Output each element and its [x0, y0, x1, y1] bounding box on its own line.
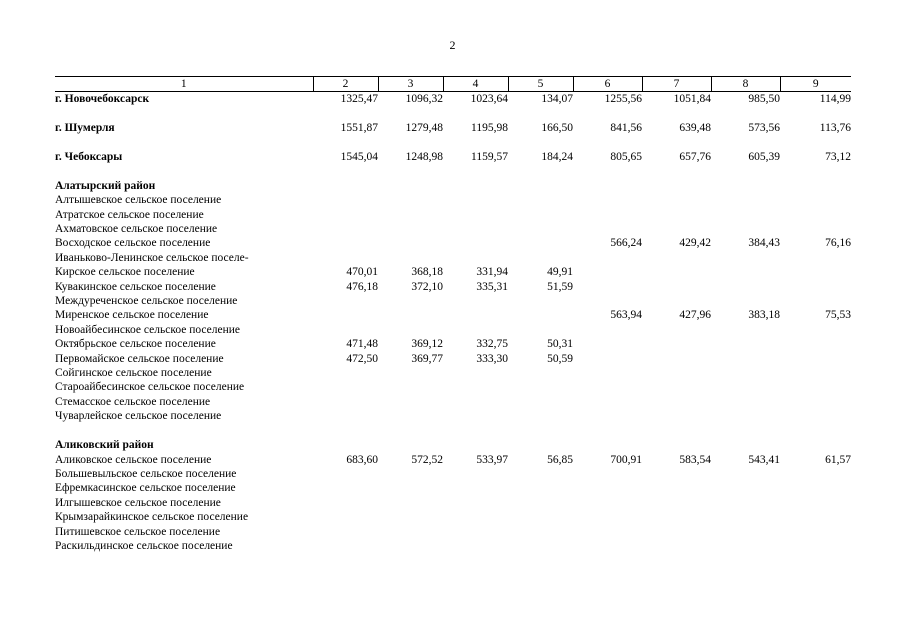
value-cell	[443, 525, 508, 539]
settlement-row	[55, 453, 851, 467]
settlement-row	[55, 294, 851, 308]
value-cell: 1279,48	[405, 122, 443, 135]
value-cell	[443, 323, 508, 337]
value-cell	[642, 366, 711, 380]
settlement-name: Чуварлейское сельское поселение	[55, 410, 222, 423]
value-cell	[378, 539, 443, 553]
value-cell	[573, 294, 642, 308]
settlement-name: Илгышевское сельское поселение	[55, 496, 221, 509]
value-cell: 1051,84	[673, 93, 711, 106]
value-cell	[780, 265, 851, 279]
value-cell	[711, 265, 780, 279]
value-cell	[313, 193, 378, 207]
value-cell	[508, 251, 573, 265]
settlement-row	[55, 510, 851, 524]
value-cell	[378, 467, 443, 481]
value-cell: 1545,04	[340, 151, 378, 163]
value-cell	[711, 208, 780, 222]
value-cell: 533,97	[476, 453, 508, 466]
value-cell	[573, 395, 642, 409]
value-cell: 113,76	[819, 122, 851, 135]
value-cell	[573, 251, 642, 265]
value-cell: 49,91	[547, 266, 573, 279]
value-cell	[378, 496, 443, 510]
value-cell	[642, 525, 711, 539]
value-cell: 73,12	[825, 151, 851, 163]
value-cell	[573, 337, 642, 351]
value-cell	[573, 265, 642, 279]
value-cell	[378, 481, 443, 495]
value-cell	[508, 193, 573, 207]
value-cell: 56,85	[547, 453, 573, 466]
value-cell	[313, 539, 378, 553]
value-cell: 1023,64	[470, 93, 508, 106]
value-cell: 985,50	[748, 93, 780, 106]
value-cell	[711, 496, 780, 510]
column-header: 8	[711, 77, 780, 92]
value-cell: 335,31	[476, 280, 508, 293]
value-cell	[378, 251, 443, 265]
value-cell	[443, 395, 508, 409]
value-cell	[780, 280, 851, 294]
table-body	[55, 92, 851, 553]
value-cell	[642, 208, 711, 222]
value-cell	[642, 222, 711, 236]
value-cell	[642, 352, 711, 366]
value-cell: 1255,56	[604, 93, 642, 106]
column-header: 3	[378, 77, 443, 92]
value-cell	[780, 222, 851, 236]
value-cell: 429,42	[679, 237, 711, 250]
value-cell	[573, 208, 642, 222]
value-cell	[378, 208, 443, 222]
value-cell	[443, 222, 508, 236]
city-name: г. Шумерля	[55, 122, 115, 135]
settlement-name: Сойгинское сельское поселение	[55, 367, 212, 380]
value-cell	[573, 481, 642, 495]
value-cell: 583,54	[679, 453, 711, 466]
settlement-name: Миренское сельское поселение	[55, 309, 209, 322]
column-header: 2	[313, 77, 378, 92]
value-cell	[780, 366, 851, 380]
value-cell	[313, 308, 378, 322]
settlement-row	[55, 280, 851, 294]
value-cell	[313, 409, 378, 423]
settlement-row	[55, 222, 851, 236]
value-cell	[508, 366, 573, 380]
settlement-name: Кувакинское сельское поселение	[55, 280, 216, 293]
value-cell	[378, 395, 443, 409]
value-cell	[711, 323, 780, 337]
value-cell	[443, 380, 508, 394]
settlement-row	[55, 525, 851, 539]
value-cell: 51,59	[547, 280, 573, 293]
value-cell	[642, 467, 711, 481]
value-cell	[443, 308, 508, 322]
value-cell	[711, 539, 780, 553]
value-cell: 471,48	[346, 338, 378, 351]
value-cell	[313, 208, 378, 222]
value-cell: 700,91	[610, 453, 642, 466]
settlement-row	[55, 409, 851, 423]
value-cell	[711, 525, 780, 539]
column-header: 9	[780, 77, 851, 92]
value-cell: 184,24	[541, 151, 573, 163]
column-header: 4	[443, 77, 508, 92]
settlement-row	[55, 366, 851, 380]
settlement-name: Октябрьское сельское поселение	[55, 338, 216, 351]
value-cell	[780, 539, 851, 553]
value-cell	[443, 208, 508, 222]
value-cell	[642, 337, 711, 351]
value-cell	[508, 481, 573, 495]
value-cell: 472,50	[346, 352, 378, 365]
settlement-name: Первомайское сельское поселение	[55, 352, 224, 365]
value-cell	[642, 496, 711, 510]
value-cell	[378, 236, 443, 250]
value-cell	[313, 222, 378, 236]
value-cell	[508, 294, 573, 308]
settlement-name: Раскильдинское сельское поселение	[55, 539, 233, 552]
value-cell: 333,30	[476, 352, 508, 365]
value-cell	[508, 222, 573, 236]
value-cell	[443, 496, 508, 510]
value-cell	[780, 337, 851, 351]
value-cell	[573, 467, 642, 481]
value-cell: 1248,98	[405, 151, 443, 163]
spacer-row	[55, 107, 851, 121]
value-cell	[711, 222, 780, 236]
value-cell	[711, 193, 780, 207]
value-cell	[443, 251, 508, 265]
value-cell: 470,01	[346, 266, 378, 279]
value-cell	[780, 294, 851, 308]
value-cell: 427,96	[679, 309, 711, 322]
spacer-cell	[55, 136, 851, 150]
value-cell	[711, 510, 780, 524]
value-cell: 114,99	[819, 93, 851, 106]
district-row	[55, 179, 851, 193]
value-cell: 332,75	[476, 338, 508, 351]
value-cell	[443, 510, 508, 524]
value-cell	[780, 251, 851, 265]
value-cell	[711, 366, 780, 380]
value-cell	[378, 193, 443, 207]
value-cell	[508, 409, 573, 423]
value-cell	[711, 294, 780, 308]
value-cell	[443, 366, 508, 380]
value-cell	[378, 323, 443, 337]
value-cell	[780, 395, 851, 409]
value-cell	[313, 366, 378, 380]
city-name: г. Чебоксары	[55, 151, 123, 163]
value-cell	[313, 294, 378, 308]
value-cell: 369,12	[411, 338, 443, 351]
column-header: 6	[573, 77, 642, 92]
value-cell	[642, 280, 711, 294]
value-cell	[313, 510, 378, 524]
value-cell	[378, 222, 443, 236]
page-number: 2	[449, 38, 456, 52]
city-row	[55, 92, 851, 107]
value-cell	[573, 380, 642, 394]
column-header: 1	[55, 77, 313, 92]
value-cell	[642, 510, 711, 524]
value-cell: 61,57	[825, 453, 851, 466]
value-cell	[573, 193, 642, 207]
value-cell	[780, 496, 851, 510]
value-cell	[508, 510, 573, 524]
value-cell: 563,94	[610, 309, 642, 322]
value-cell	[642, 409, 711, 423]
value-cell: 369,77	[411, 352, 443, 365]
settlement-row	[55, 323, 851, 337]
settlement-row	[55, 236, 851, 250]
value-cell: 1195,98	[471, 122, 508, 135]
value-cell	[443, 193, 508, 207]
header-row	[55, 77, 851, 92]
value-cell	[573, 323, 642, 337]
settlement-row	[55, 308, 851, 322]
settlement-name: Кирское сельское поселение	[55, 266, 195, 279]
value-cell	[443, 481, 508, 495]
spacer-row	[55, 424, 851, 438]
value-cell: 543,41	[748, 453, 780, 466]
district-name: Аликовский район	[55, 439, 154, 452]
city-row	[55, 121, 851, 135]
value-cell	[573, 496, 642, 510]
value-cell	[378, 525, 443, 539]
value-cell: 75,53	[825, 309, 851, 322]
value-cell: 605,39	[748, 151, 780, 163]
value-cell: 1096,32	[405, 93, 443, 106]
value-cell	[642, 380, 711, 394]
value-cell: 805,65	[610, 151, 642, 163]
settlement-name: Стемасское сельское поселение	[55, 395, 211, 408]
value-cell	[508, 395, 573, 409]
value-cell	[378, 308, 443, 322]
value-cell	[508, 236, 573, 250]
value-cell	[711, 380, 780, 394]
settlement-row	[55, 539, 851, 553]
settlement-row	[55, 251, 851, 265]
value-cell	[443, 539, 508, 553]
data-table	[55, 76, 851, 553]
column-header: 5	[508, 77, 573, 92]
spacer-row	[55, 136, 851, 150]
district-name: Алатырский район	[55, 179, 156, 192]
value-cell	[642, 481, 711, 495]
value-cell: 384,43	[748, 237, 780, 250]
value-cell	[508, 323, 573, 337]
spacer-cell	[55, 424, 851, 438]
settlement-row	[55, 352, 851, 366]
settlement-row	[55, 337, 851, 351]
value-cell: 383,18	[748, 309, 780, 322]
value-cell	[780, 208, 851, 222]
value-cell	[573, 539, 642, 553]
value-cell	[642, 193, 711, 207]
spacer-row	[55, 164, 851, 178]
settlement-name: Новоайбесинское сельское поселение	[55, 323, 240, 336]
value-cell: 134,07	[541, 93, 573, 106]
value-cell	[313, 496, 378, 510]
value-cell	[642, 539, 711, 553]
settlement-name: Алтышевское сельское поселение	[55, 194, 222, 207]
value-cell	[508, 496, 573, 510]
value-cell	[780, 193, 851, 207]
value-cell	[508, 208, 573, 222]
value-cell: 50,59	[547, 352, 573, 365]
district-row	[55, 438, 851, 452]
value-cell	[313, 395, 378, 409]
value-cell	[378, 380, 443, 394]
value-cell	[508, 467, 573, 481]
value-cell: 1325,47	[340, 93, 378, 106]
settlement-name: Аликовское сельское поселение	[55, 453, 212, 466]
settlement-name: Иваньково-Ленинское сельское поселе-	[55, 251, 249, 264]
value-cell	[573, 366, 642, 380]
value-cell	[711, 251, 780, 265]
value-cell	[378, 366, 443, 380]
value-cell	[711, 280, 780, 294]
value-cell: 639,48	[679, 122, 711, 135]
value-cell	[780, 380, 851, 394]
value-cell	[313, 481, 378, 495]
value-cell	[780, 481, 851, 495]
value-cell	[573, 280, 642, 294]
settlement-name: Крымзарайкинское сельское поселение	[55, 511, 249, 524]
settlement-name: Междуреченское сельское поселение	[55, 295, 238, 308]
value-cell	[711, 395, 780, 409]
value-cell	[508, 380, 573, 394]
value-cell	[378, 510, 443, 524]
city-name: г. Новочебоксарск	[55, 93, 150, 106]
value-cell: 372,10	[411, 280, 443, 293]
value-cell: 331,94	[476, 266, 508, 279]
city-row	[55, 150, 851, 164]
value-cell: 166,50	[541, 122, 573, 135]
value-cell	[508, 308, 573, 322]
value-cell	[313, 251, 378, 265]
value-cell	[780, 525, 851, 539]
value-cell: 683,60	[346, 453, 378, 466]
value-cell	[642, 323, 711, 337]
value-cell	[573, 525, 642, 539]
settlement-name: Питишевское сельское поселение	[55, 525, 221, 538]
value-cell	[780, 323, 851, 337]
column-header: 7	[642, 77, 711, 92]
value-cell	[443, 294, 508, 308]
value-cell	[642, 251, 711, 265]
value-cell: 841,56	[610, 122, 642, 135]
value-cell	[508, 539, 573, 553]
value-cell	[711, 467, 780, 481]
value-cell: 573,56	[748, 122, 780, 135]
value-cell	[711, 337, 780, 351]
spacer-cell	[55, 164, 851, 178]
settlement-row	[55, 496, 851, 510]
settlement-row	[55, 467, 851, 481]
value-cell	[443, 467, 508, 481]
value-cell	[711, 481, 780, 495]
value-cell	[780, 510, 851, 524]
value-cell	[573, 352, 642, 366]
settlement-row	[55, 208, 851, 222]
value-cell	[573, 222, 642, 236]
value-cell	[378, 409, 443, 423]
value-cell	[780, 409, 851, 423]
value-cell: 1551,87	[340, 122, 378, 135]
value-cell	[642, 395, 711, 409]
value-cell	[313, 525, 378, 539]
settlement-name: Староайбесинское сельское поселение	[55, 381, 245, 394]
value-cell	[508, 525, 573, 539]
value-cell: 76,16	[825, 237, 851, 250]
value-cell: 657,76	[679, 151, 711, 163]
settlement-row	[55, 395, 851, 409]
value-cell	[780, 467, 851, 481]
value-cell	[711, 409, 780, 423]
value-cell	[573, 409, 642, 423]
value-cell	[573, 510, 642, 524]
value-cell	[780, 352, 851, 366]
settlement-name: Атратское сельское поселение	[55, 208, 204, 221]
settlement-row	[55, 380, 851, 394]
value-cell	[443, 236, 508, 250]
settlement-row	[55, 193, 851, 207]
settlement-row	[55, 265, 851, 279]
value-cell: 1159,57	[471, 151, 508, 163]
value-cell: 572,52	[411, 453, 443, 466]
value-cell: 368,18	[411, 266, 443, 279]
value-cell	[313, 323, 378, 337]
settlement-row	[55, 481, 851, 495]
value-cell: 566,24	[610, 237, 642, 250]
settlement-name: Восходское сельское поселение	[55, 237, 211, 250]
value-cell	[313, 236, 378, 250]
value-cell	[378, 294, 443, 308]
value-cell: 476,18	[346, 280, 378, 293]
value-cell	[313, 380, 378, 394]
value-cell	[642, 265, 711, 279]
settlement-name: Ефремкасинское сельское поселение	[55, 482, 236, 495]
value-cell	[313, 467, 378, 481]
value-cell	[443, 409, 508, 423]
value-cell	[711, 352, 780, 366]
settlement-name: Большевыльское сельское поселение	[55, 467, 237, 480]
spacer-cell	[55, 107, 851, 121]
settlement-name: Ахматовское сельское поселение	[55, 223, 218, 236]
value-cell	[642, 294, 711, 308]
value-cell: 50,31	[547, 338, 573, 351]
